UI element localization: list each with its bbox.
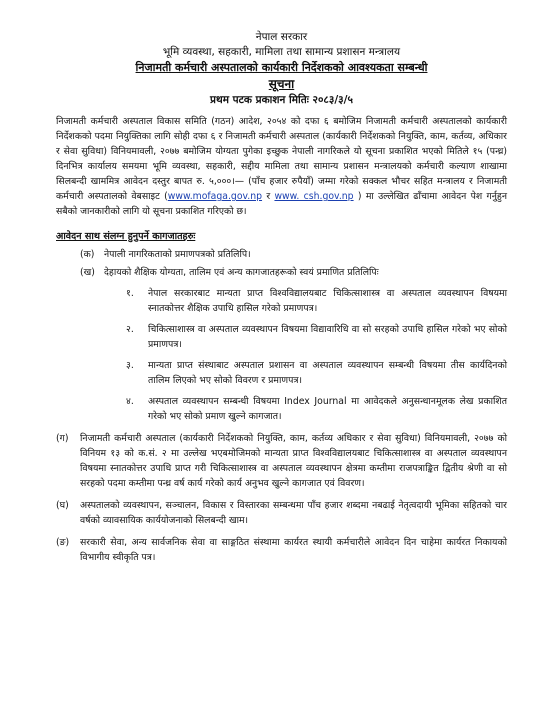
item-text: अस्पतालको व्यवस्थापन, सञ्चालन, विकास र विस्तारका सम्बन्धमा पाँच हजार शब्दमा नबढाई नेतृत्वदायी भूमिका सहितको चार वर्षको व्यावसायिक कार्ययोजनाको सिलबन्दी खाम। <box>80 500 507 526</box>
intro-text-1: निजामती कर्मचारी अस्पताल विकास समिति (गठन) आदेश, २०५४ को दफा ६ बमोजिम निजामती कर्मचारी अस्पतालको कार्यकारी निर्देशकको पदमा नियुक्तिका लागि सोही दफा ६ र निजामती कर्मचारी अस्पताल (कार्यकारी निर्देशकको नियुक्ति, काम, कर्तव्य, अधिकार र सेवा सुविधा) विनियमावली, २०७७ बमोजिम योग्यता पुगेका इच्छुक नेपाली नागरिकले यो सूचना प्रकाशित भएको मितिले १५ (पन्ध्र) दिनभित्र कार्यालय समयमा भूमि व्यवस्था, सहकारी, सद्दीय मामिला तथा सामान्य प्रशासन मन्त्रालयको कर्मचारी कल्याण शाखामा सिलबन्दी खाममित्र आवेदन दस्तुर बापत रु. ५,०००।— (पाँच हजार रुपैयाँ) जम्मा गरेको सक्कल भौचर सहित मन्त्रालय र निजामती कर्मचारी अस्पतालको वेबसाइट ( <box>56 116 507 202</box>
ministry-name: भूमि व्यवस्था, सहकारी, मामिला तथा सामान्य प्रशासन मन्त्रालय <box>162 46 401 58</box>
publish-date: प्रथम पटक प्रकाशन मितिः २०८३/३/५ <box>210 94 353 106</box>
sub-item-text-before: अस्पताल व्यवस्थापन सम्बन्धी विषयमा <box>148 396 285 407</box>
mofaga-link[interactable]: www.mofaga.gov.np <box>167 191 263 202</box>
documents-section-title: आवेदन साथ संलग्न हुनुपर्ने कागजातहरुः <box>56 231 196 242</box>
qualification-item-4 <box>56 394 507 424</box>
index-journal-term: Index Journal <box>284 396 347 407</box>
item-text: सरकारी सेवा, अन्य सार्वजनिक सेवा वा साङ्गठित संस्थामा कार्यरत स्थायी कर्मचारीले आवेदन दिन चाहेमा कार्यरत निकायको विभागीय स्वीकृति पत्र। <box>80 537 507 563</box>
document-item-nga <box>56 535 507 565</box>
document-item-ga <box>56 431 507 491</box>
item-text: नेपाली नागरिकताको प्रमाणपत्रको प्रतिलिपि। <box>104 249 251 260</box>
sub-item-text: मान्यता प्राप्त संस्थाबाट अस्पताल प्रशासन वा अस्पताल व्यवस्थापन सम्बन्धी विषयमा तीस कार्यदिनको तालिम लिएको भए सोको विवरण र प्रमाणपत्र। <box>148 360 507 386</box>
document-item-kha <box>56 265 507 280</box>
sub-item-number: २. <box>126 324 134 335</box>
sub-item-number: ३. <box>126 360 134 371</box>
notice-title: सूचना <box>268 77 295 91</box>
sub-item-number: ४. <box>126 396 134 407</box>
item-label: (ख) <box>80 267 95 278</box>
document-item-gha <box>56 498 507 528</box>
notice-header <box>56 0 507 108</box>
item-text: निजामती कर्मचारी अस्पताल (कार्यकारी निर्देशकको नियुक्ति, काम, कर्तव्य अधिकार र सेवा सुविधा) विनियमावली, २०७७ को विनियम १३ को क.सं. २ मा उल्लेख भएबमोजिमको मान्यता प्राप्त विश्वविद्यालयबाट चिकित्साशास्त्र वा अस्पताल व्यवस्थापन विषयमा स्नातकोत्तर उपाधि प्राप्त गरी चिकित्साशास्त्र वा अस्पताल व्यवस्थापन क्षेत्रमा कम्तीमा राजपत्राङ्कित द्वितीय श्रेणी वा सो सरहको पदमा कम्तीमा पन्ध्र वर्ष कार्य गरेको कार्य अनुभव खुल्ने कागजात एवं विवरण। <box>80 433 507 489</box>
document-item-ka <box>56 247 507 262</box>
item-label: (ङ) <box>56 537 70 548</box>
item-label: (क) <box>80 249 95 260</box>
sub-item-number: १. <box>126 288 134 299</box>
notice-subject: निजामती कर्मचारी अस्पतालको कार्यकारी निर्देशकको आवश्यकता सम्बन्धी <box>135 61 428 74</box>
item-label: (ग) <box>56 433 69 444</box>
intro-text-3: ) मा उल्लेखित ढाँचामा आवेदन पेश गर्नुहुन सबैको जानकारीको लागि यो सूचना प्रकाशित गरिएको छ। <box>56 191 507 217</box>
csh-link[interactable]: www. csh.gov.np <box>274 191 354 202</box>
sub-item-text-after: मा आवेदकले अनुसन्धानमूलक लेख प्रकाशित गरेको भए सोको प्रमाण खुल्ने कागजात। <box>148 396 508 422</box>
qualification-item-2 <box>56 322 507 352</box>
qualification-item-1 <box>56 286 507 316</box>
item-text: देहायको शैक्षिक योग्यता, तालिम एवं अन्य कागजातहरूको स्वयं प्रमाणित प्रतिलिपिः <box>104 267 379 278</box>
intro-text-2: र <box>262 191 275 202</box>
sub-item-text: चिकित्साशास्त्र वा अस्पताल व्यवस्थापन विषयमा विद्यावारिधि वा सो सरहको उपाधि हासिल गरेको भए सोको प्रमाणपत्र। <box>148 324 507 350</box>
qualification-item-3 <box>56 358 507 388</box>
item-label: (घ) <box>56 500 69 511</box>
government-name: नेपाल सरकार <box>255 31 308 43</box>
sub-item-text: नेपाल सरकारबाट मान्यता प्राप्त विश्वविद्यालयबाट चिकित्साशास्त्र वा अस्पताल व्यवस्थापन विषयमा स्नातकोत्तर शैक्षिक उपाधि हासिल गरेको प्रमाणपत्र। <box>148 288 507 314</box>
intro-paragraph <box>56 114 507 219</box>
sub-item-text <box>148 394 507 424</box>
